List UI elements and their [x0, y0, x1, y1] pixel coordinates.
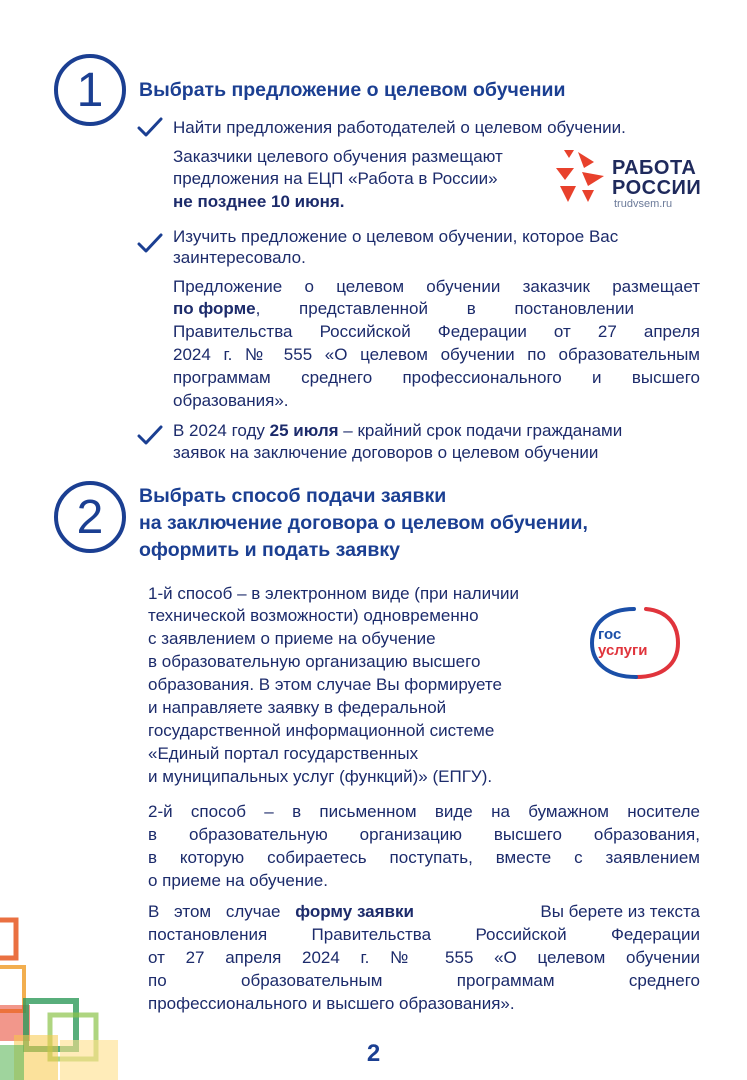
section1-item3-line1 [173, 420, 622, 442]
checkmark-icon [137, 232, 163, 254]
section1-item3-line2: заявок на заключение договоров о целевом обучении [173, 443, 599, 462]
way3-form-emphasis: форму заявки [295, 902, 414, 921]
section1-item3-date: 25 июля [269, 421, 339, 440]
rabota-logo-line2: РОССИИ [612, 177, 702, 199]
way1-line: технической возможности) одновременно [148, 606, 479, 625]
section2-title-line1: Выбрать способ подачи заявки [139, 485, 447, 507]
rabota-rossii-logo-icon [554, 146, 606, 206]
gosuslugi-line2: услуги [598, 642, 648, 659]
section1-item2-text-line1: Изучить предложение о целевом обучении, которое Вас [173, 227, 619, 246]
section1-item2-text-line2: заинтересовало. [173, 248, 306, 267]
way3-line: от 27 апреля 2024 г. № 555 «О целевом обучении [148, 948, 700, 967]
section1-item2-detail-line2-rest: , представленной в постановлении [255, 299, 634, 318]
checkmark-icon [137, 424, 163, 446]
page-number: 2 [366, 1040, 381, 1067]
gosuslugi-line1: гос [598, 626, 622, 643]
section2-title-line3: оформить и подать заявку [139, 539, 400, 561]
step-number-1-label: 1 [76, 64, 104, 117]
section1-title: Выбрать предложение о целевом обучении [139, 79, 566, 101]
section1-form-emphasis: по форме [173, 299, 256, 318]
checkmark-icon [137, 116, 163, 138]
way1-line: и муниципальных услуг (функций)» (ЕПГУ). [148, 767, 493, 786]
way3-line: профессионального и высшего образования». [148, 994, 515, 1013]
way3-rest: Вы берете из текста [540, 902, 700, 921]
step-number-2 [54, 481, 126, 553]
rabota-logo-site: trudvsem.ru [614, 198, 673, 210]
way1-line: образования. В этом случае Вы формируете [148, 675, 502, 694]
way1-line: 1-й способ – в электронном виде (при наличии [148, 584, 519, 603]
step-number-1 [54, 54, 126, 126]
section1-item1-detail-line1: Заказчики целевого обучения размещают [173, 147, 503, 166]
way2-line: 2-й способ – в письменном виде на бумажном носителе [148, 802, 700, 821]
way1-line: и направляете заявку в федеральной [148, 698, 447, 717]
way3-line: постановления Правительства Российской Федерации [148, 925, 700, 944]
way1-line: государственной информационной системе [148, 721, 495, 740]
section1-item2-detail-line5: программам среднего профессионального и высшего [173, 368, 700, 387]
section1-item2-detail-line2 [173, 298, 700, 320]
rabota-rossii-logo [554, 146, 702, 212]
gosuslugi-logo [586, 603, 682, 683]
way1-line: с заявлением о приеме на обучение [148, 629, 436, 648]
section1-item1-detail-line2: предложения на ЕЦП «Работа в России» [173, 169, 498, 188]
section1-item3-rest: – крайний срок подачи гражданами [338, 421, 623, 440]
section1-item2-detail-line3: Правительства Российской Федерации от 27 апреля [173, 322, 700, 341]
section1-item3-prefix: В 2024 году [173, 421, 270, 440]
way3-line1 [148, 901, 700, 923]
step-number-2-label: 2 [76, 491, 104, 544]
section1-item1-deadline: не позднее 10 июня. [173, 192, 345, 211]
way3-prefix-group [148, 901, 414, 923]
way2-line: в которую собираетесь поступать, вместе с заявлением [148, 848, 700, 867]
way2-line: о приеме на обучение. [148, 871, 328, 890]
rabota-logo-line1: РАБОТА [612, 157, 697, 179]
way1-line: «Единый портал государственных [148, 744, 419, 763]
section1-item2-detail-line4: 2024 г. № 555 «О целевом обучении по образовательным [173, 345, 700, 364]
way1-line: в образовательную организацию высшего [148, 652, 481, 671]
way3-prefix: В этом случае [148, 902, 296, 921]
section2-title-line2: на заключение договора о целевом обучении, [139, 512, 588, 534]
way2-line: в образовательную организацию высшего образования, [148, 825, 700, 844]
way3-line: по образовательным программам среднего [148, 971, 700, 990]
section1-item2-detail-line6: образования». [173, 391, 289, 410]
section1-item1-text: Найти предложения работодателей о целевом обучении. [173, 118, 626, 137]
section1-item2-detail-line1: Предложение о целевом обучении заказчик размещает [173, 277, 700, 296]
